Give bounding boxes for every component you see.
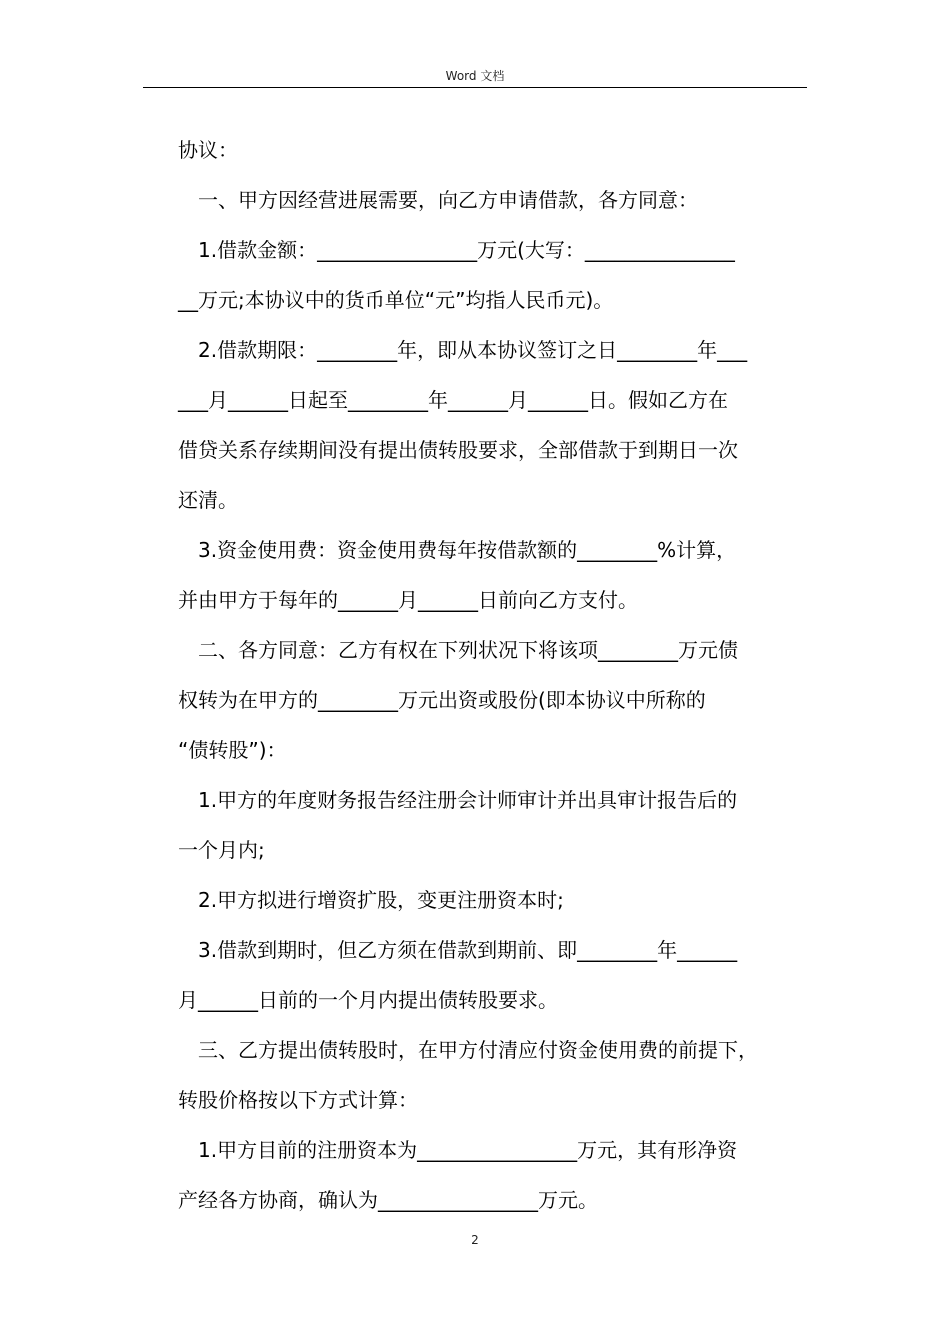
page-number: 2	[471, 1233, 479, 1247]
body-line-3: 1.借款金额：________________万元(大写：_______________	[198, 238, 735, 262]
body-line-7: 借贷关系存续期间没有提出债转股要求，全部借款于到期日一次	[178, 438, 738, 462]
body-line-13: “债转股”)：	[178, 738, 287, 762]
document-body	[178, 125, 810, 1225]
body-line-16: 2.甲方拟进行增资扩股，变更注册资本时;	[198, 888, 564, 912]
body-line-21: 1.甲方目前的注册资本为________________万元，其有形净资	[198, 1138, 738, 1162]
body-line-1: 协议：	[178, 138, 238, 162]
body-line-22: 产经各方协商，确认为________________万元。	[178, 1188, 598, 1212]
body-line-2: 一、甲方因经营进展需要，向乙方申请借款，各方同意：	[198, 188, 698, 212]
body-line-18: 月______日前的一个月内提出债转股要求。	[178, 988, 558, 1012]
body-line-6: ___月______日起至________年______月______日。假如乙方在	[178, 388, 728, 412]
body-line-8: 还清。	[178, 488, 238, 512]
body-line-17: 3.借款到期时，但乙方须在借款到期前、即________年______	[198, 938, 738, 962]
body-line-14: 1.甲方的年度财务报告经注册会计师审计并出具审计报告后的	[198, 788, 738, 812]
body-line-19: 三、乙方提出债转股时，在甲方付清应付资金使用费的前提下，	[198, 1038, 758, 1062]
body-line-9: 3.资金使用费：资金使用费每年按借款额的________%计算，	[198, 538, 737, 562]
page-header-title: Word 文档	[445, 69, 505, 83]
body-line-20: 转股价格按以下方式计算：	[178, 1088, 418, 1112]
body-line-5: 2.借款期限：________年，即从本协议签订之日________年___	[198, 338, 748, 362]
body-line-12: 权转为在甲方的________万元出资或股份(即本协议中所称的	[178, 688, 706, 712]
body-line-15: 一个月内;	[178, 838, 265, 862]
header-rule	[143, 87, 807, 88]
body-line-11: 二、各方同意：乙方有权在下列状况下将该项________万元债	[198, 638, 738, 662]
body-line-4: __万元;本协议中的货币单位“元”均指人民币元)。	[178, 288, 614, 312]
body-line-10: 并由甲方于每年的______月______日前向乙方支付。	[178, 588, 638, 612]
